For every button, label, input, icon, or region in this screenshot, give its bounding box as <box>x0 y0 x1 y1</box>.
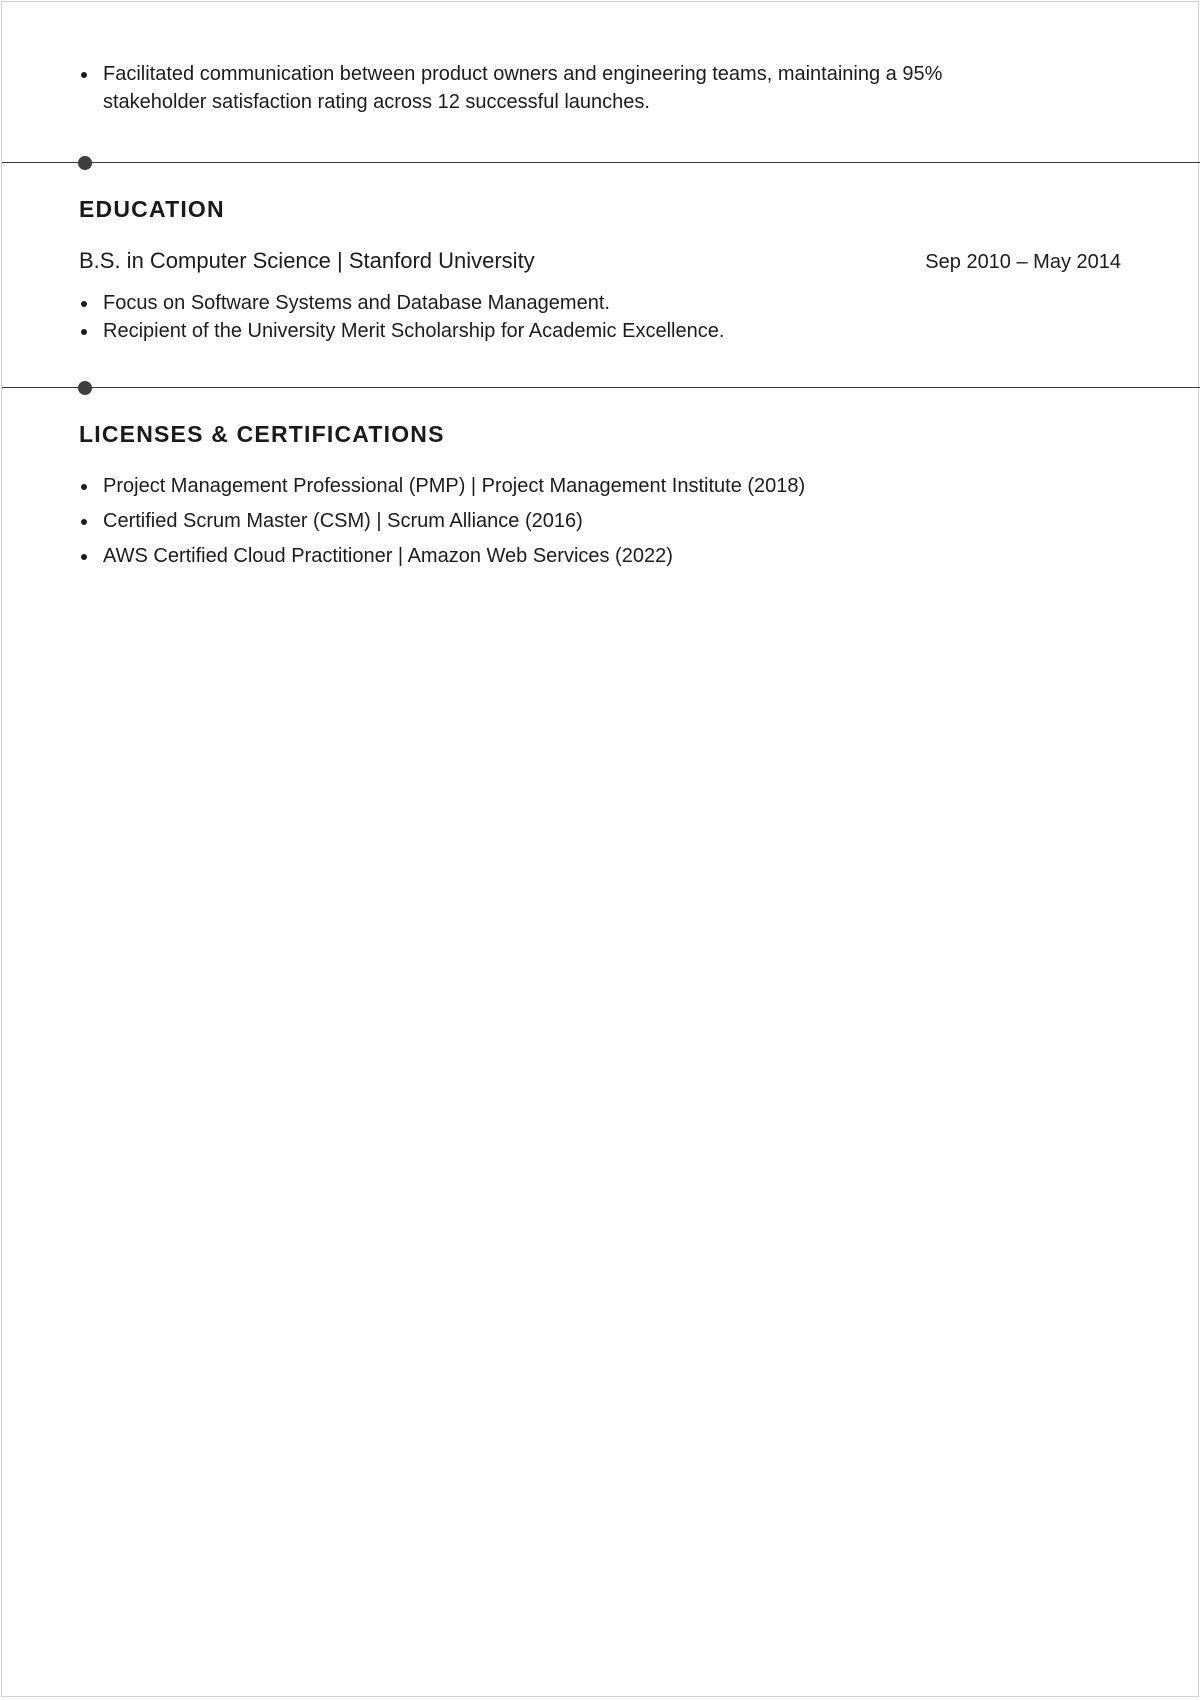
degree-title: B.S. in Computer Science | Stanford University <box>79 248 535 273</box>
certifications-heading: LICENSES & CERTIFICATIONS <box>79 421 445 447</box>
certifications-details <box>79 472 1121 570</box>
education-dates: Sep 2010 – May 2014 <box>925 251 1121 273</box>
divider-dot-icon <box>78 156 92 170</box>
bullet-icon <box>81 329 87 335</box>
experience-bullet-list <box>79 60 1018 116</box>
bullet-icon <box>81 554 87 560</box>
education-bullet-text: Focus on Software Systems and Database Management. <box>103 292 610 314</box>
experience-continuation <box>79 60 1018 116</box>
list-item <box>79 507 1121 535</box>
education-bullet-text: Recipient of the University Merit Scholarship for Academic Excellence. <box>103 320 725 342</box>
list-item <box>79 317 1121 345</box>
list-item <box>79 60 1018 116</box>
education-details <box>79 289 1121 345</box>
section-divider <box>2 162 1200 163</box>
list-item <box>79 289 1121 317</box>
education-heading: EDUCATION <box>79 196 225 222</box>
resume-page <box>1 1 1199 1697</box>
certification-text: AWS Certified Cloud Practitioner | Amazon Web Services (2022) <box>103 545 673 567</box>
certifications-list <box>79 472 1121 570</box>
education-bullet-list <box>79 289 1121 345</box>
list-item <box>79 542 1121 570</box>
education-entry-header <box>79 248 1121 274</box>
bullet-icon <box>81 301 87 307</box>
experience-bullet-text: Facilitated communication between product owners and engineering teams, maintaining a 95% stakeholder satisfaction rating across 12 successful launches. <box>103 63 943 113</box>
divider-dot-icon <box>78 381 92 395</box>
list-item <box>79 472 1121 500</box>
certification-text: Certified Scrum Master (CSM) | Scrum Alliance (2016) <box>103 510 583 532</box>
bullet-icon <box>81 484 87 490</box>
section-divider <box>2 387 1200 388</box>
bullet-icon <box>81 519 87 525</box>
bullet-icon <box>81 72 87 78</box>
certification-text: Project Management Professional (PMP) | Project Management Institute (2018) <box>103 475 806 497</box>
